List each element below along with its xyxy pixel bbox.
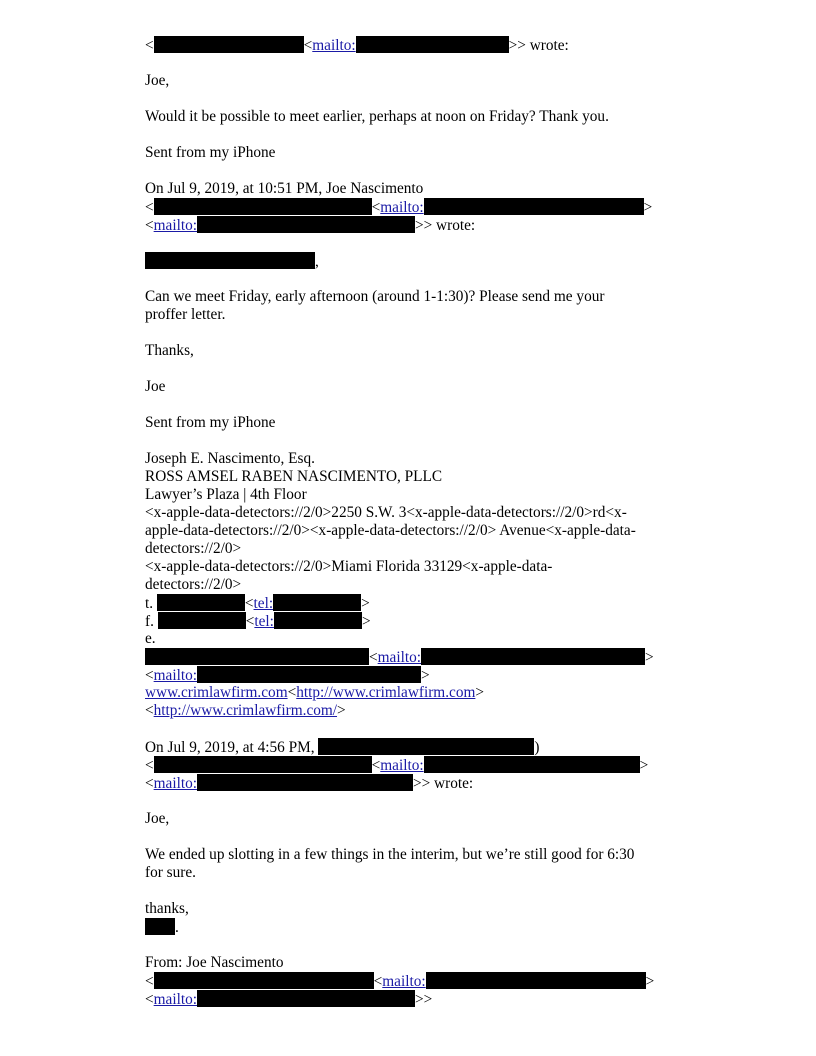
quoted-header-line [145, 216, 475, 234]
tel-link[interactable]: tel: [253, 595, 274, 612]
signature-address: <x-apple-data-detectors://2/0>2250 S.W. 3<x-apple-data-detectors://2/0>rd<x- [145, 504, 627, 521]
quoted-header-line [145, 198, 652, 216]
redaction-block [145, 648, 369, 665]
text: > [361, 595, 370, 612]
text: > [475, 684, 485, 701]
redaction-block [197, 666, 421, 683]
text: < [287, 684, 297, 701]
redaction-block [154, 972, 374, 989]
text: < [371, 199, 381, 216]
mailto-link[interactable]: mailto: [377, 649, 421, 666]
mailto-link[interactable]: mailto: [312, 37, 356, 54]
website-link[interactable]: http://www.crimlawfirm.com [296, 684, 476, 701]
redaction-block [145, 918, 175, 935]
text: < [373, 973, 383, 990]
text: > [639, 757, 649, 774]
text: < [244, 595, 254, 612]
from-header-address [145, 972, 654, 990]
website-link[interactable]: http://www.crimlawfirm.com/ [153, 702, 338, 719]
text: >> wrote: [414, 217, 476, 234]
message-body: Joe [145, 378, 166, 395]
redaction-block [197, 216, 415, 233]
signature-address: Lawyer’s Plaza | 4th Floor [145, 486, 307, 503]
text: ) [534, 739, 540, 756]
redaction-block [424, 198, 644, 215]
greeting: Joe, [145, 72, 170, 89]
tel-link[interactable]: tel: [254, 613, 274, 630]
redaction-block [154, 36, 304, 53]
text: . [175, 919, 179, 936]
signature-line: Sent from my iPhone [145, 144, 276, 161]
greeting [145, 252, 319, 270]
redaction-block [157, 594, 245, 611]
signature-email-label: e. [145, 630, 156, 647]
text: < [145, 667, 154, 684]
from-header-address [145, 990, 432, 1008]
redaction-block [145, 252, 315, 269]
text: >> [414, 991, 433, 1008]
website-link[interactable]: www.crimlawfirm.com [145, 684, 288, 701]
signature-email [145, 666, 430, 684]
mailto-link[interactable]: mailto: [380, 757, 424, 774]
message-body: Thanks, [145, 342, 194, 359]
text: < [369, 649, 378, 666]
text: f. [145, 613, 158, 630]
mailto-link[interactable]: mailto: [153, 775, 197, 792]
redaction-block [426, 972, 646, 989]
signature-phone [145, 594, 370, 612]
signature-line: Sent from my iPhone [145, 414, 276, 431]
text: > [361, 613, 371, 630]
text: > [420, 667, 430, 684]
redaction-block [154, 756, 372, 773]
mailto-link[interactable]: mailto: [153, 217, 197, 234]
text: < [303, 37, 313, 54]
redaction-block [424, 756, 640, 773]
message-body: Can we meet Friday, early afternoon (around 1-1:30)? Please send me your [145, 288, 605, 305]
signature-website [145, 684, 484, 702]
signature-address: <x-apple-data-detectors://2/0>Miami Florida 33129<x-apple-data- [145, 558, 553, 575]
text: < [245, 613, 255, 630]
quoted-header-line [145, 774, 473, 792]
message-body: proffer letter. [145, 306, 226, 323]
text: < [145, 37, 154, 54]
redaction-block [274, 612, 362, 629]
mailto-link[interactable]: mailto: [380, 199, 424, 216]
quoted-header-line [145, 36, 569, 54]
quoted-header-line [145, 756, 648, 774]
text: < [145, 973, 154, 990]
text: < [145, 991, 154, 1008]
text: > [643, 199, 653, 216]
sender-initials [145, 918, 179, 936]
from-header: From: Joe Nascimento [145, 954, 284, 971]
redaction-block [197, 990, 415, 1007]
message-body: We ended up slotting in a few things in the interim, but we’re still good for 6:30 [145, 846, 635, 863]
mailto-link[interactable]: mailto: [153, 991, 197, 1008]
signature-address: apple-data-detectors://2/0><x-apple-data-detectors://2/0> Avenue<x-apple-data- [145, 522, 636, 539]
signature-address: detectors://2/0> [145, 576, 242, 593]
redaction-block [356, 36, 509, 53]
signature-address: detectors://2/0> [145, 540, 242, 557]
redaction-block [273, 594, 361, 611]
message-body: for sure. [145, 864, 196, 881]
text: < [145, 775, 154, 792]
redaction-block [154, 198, 372, 215]
greeting: Joe, [145, 810, 170, 827]
text: < [145, 757, 154, 774]
signature-website [145, 702, 346, 720]
signature-fax [145, 612, 371, 630]
text: > [644, 649, 654, 666]
message-body: Would it be possible to meet earlier, perhaps at noon on Friday? Thank you. [145, 108, 609, 125]
signature-email [145, 648, 654, 666]
redaction-block [197, 774, 413, 791]
text: < [145, 199, 154, 216]
text: < [371, 757, 381, 774]
redaction-block [318, 738, 534, 755]
quoted-header-line [145, 738, 539, 756]
text: < [145, 702, 154, 719]
text: > [337, 702, 346, 719]
text: On Jul 9, 2019, at 4:56 PM, [145, 739, 319, 756]
mailto-link[interactable]: mailto: [153, 667, 197, 684]
text: > [645, 973, 655, 990]
redaction-block [158, 612, 246, 629]
message-body: thanks, [145, 900, 189, 917]
text: >> wrote: [412, 775, 474, 792]
quoted-header-line: On Jul 9, 2019, at 10:51 PM, Joe Nascimento [145, 180, 424, 197]
signature-firm: ROSS AMSEL RABEN NASCIMENTO, PLLC [145, 468, 443, 485]
redaction-block [421, 648, 645, 665]
text: < [145, 217, 154, 234]
signature-name: Joseph E. Nascimento, Esq. [145, 450, 315, 467]
text: >> wrote: [508, 37, 569, 54]
mailto-link[interactable]: mailto: [382, 973, 426, 990]
text: , [315, 253, 319, 270]
text: t. [145, 595, 157, 612]
